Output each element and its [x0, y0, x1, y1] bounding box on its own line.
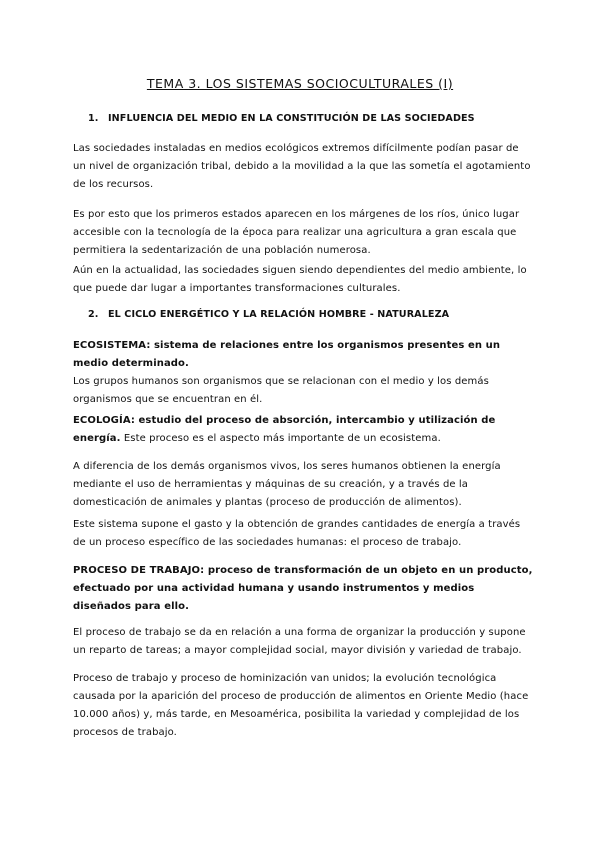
paragraph: Las sociedades instaladas en medios ecológicos extremos difícilmente podían pasar de un nivel de organización tribal, debido a la movilidad a la que las sometía el agotamiento de los recursos. — [73, 143, 531, 190]
section-title: INFLUENCIA DEL MEDIO EN LA CONSTITUCIÓN DE LAS SOCIEDADES — [108, 113, 475, 124]
page-title: TEMA 3. LOS SISTEMAS SOCIOCULTURALES (I) — [146, 76, 454, 91]
section-number: 2. — [88, 309, 99, 320]
section-heading-1 — [88, 113, 475, 124]
section-number: 1. — [88, 113, 99, 124]
section-title: EL CICLO ENERGÉTICO Y LA RELACIÓN HOMBRE - NATURALEZA — [108, 309, 450, 320]
definition-heading: ECOLOGÍA: estudio del proceso de absorción, intercambio y utilización de energía. — [73, 415, 496, 444]
definition-text: Este proceso es el aspecto más importante de un ecosistema. — [120, 433, 441, 444]
paragraph: Aún en la actualidad, las sociedades siguen siendo dependientes del medio ambiente, lo que puede dar lugar a importantes transformaciones culturales. — [73, 265, 527, 294]
definition-text: Los grupos humanos son organismos que se relacionan con el medio y los demás organismos que se encuentran en él. — [73, 376, 489, 405]
paragraph: A diferencia de los demás organismos vivos, los seres humanos obtienen la energía mediante el uso de herramientas y máquinas de su creación, y a través de la domesticación de animales y plantas (proceso de producción de alimentos). — [73, 461, 501, 508]
definition-heading: ECOSISTEMA: sistema de relaciones entre los organismos presentes en un medio determinado. — [73, 340, 501, 369]
definition-heading: PROCESO DE TRABAJO: proceso de transformación de un objeto en un producto, efectuado por una actividad humana y usando instrumentos y medios diseñados para ello. — [73, 565, 533, 612]
section-heading-2 — [88, 309, 449, 320]
paragraph: Es por esto que los primeros estados aparecen en los márgenes de los ríos, único lugar accesible con la tecnología de la época para realizar una agricultura a gran escala que permitiera la sedentarización de una población numerosa. — [73, 209, 520, 256]
paragraph: Proceso de trabajo y proceso de hominización van unidos; la evolución tecnológica causada por la aparición del proceso de producción de alimentos en Oriente Medio (hace 10.000 años) y, más tarde, en Mesoamérica, posibilita la variedad y complejidad de los procesos de trabajo. — [73, 673, 529, 738]
definition-proceso-trabajo — [73, 562, 533, 616]
paragraph: Este sistema supone el gasto y la obtención de grandes cantidades de energía a través de un proceso específico de las sociedades humanas: el proceso de trabajo. — [73, 519, 521, 548]
definition-ecosistema — [73, 337, 533, 409]
definition-ecologia — [73, 412, 533, 448]
paragraph: El proceso de trabajo se da en relación a una forma de organizar la producción y supone un reparto de tareas; a mayor complejidad social, mayor división y variedad de trabajo. — [73, 627, 526, 656]
